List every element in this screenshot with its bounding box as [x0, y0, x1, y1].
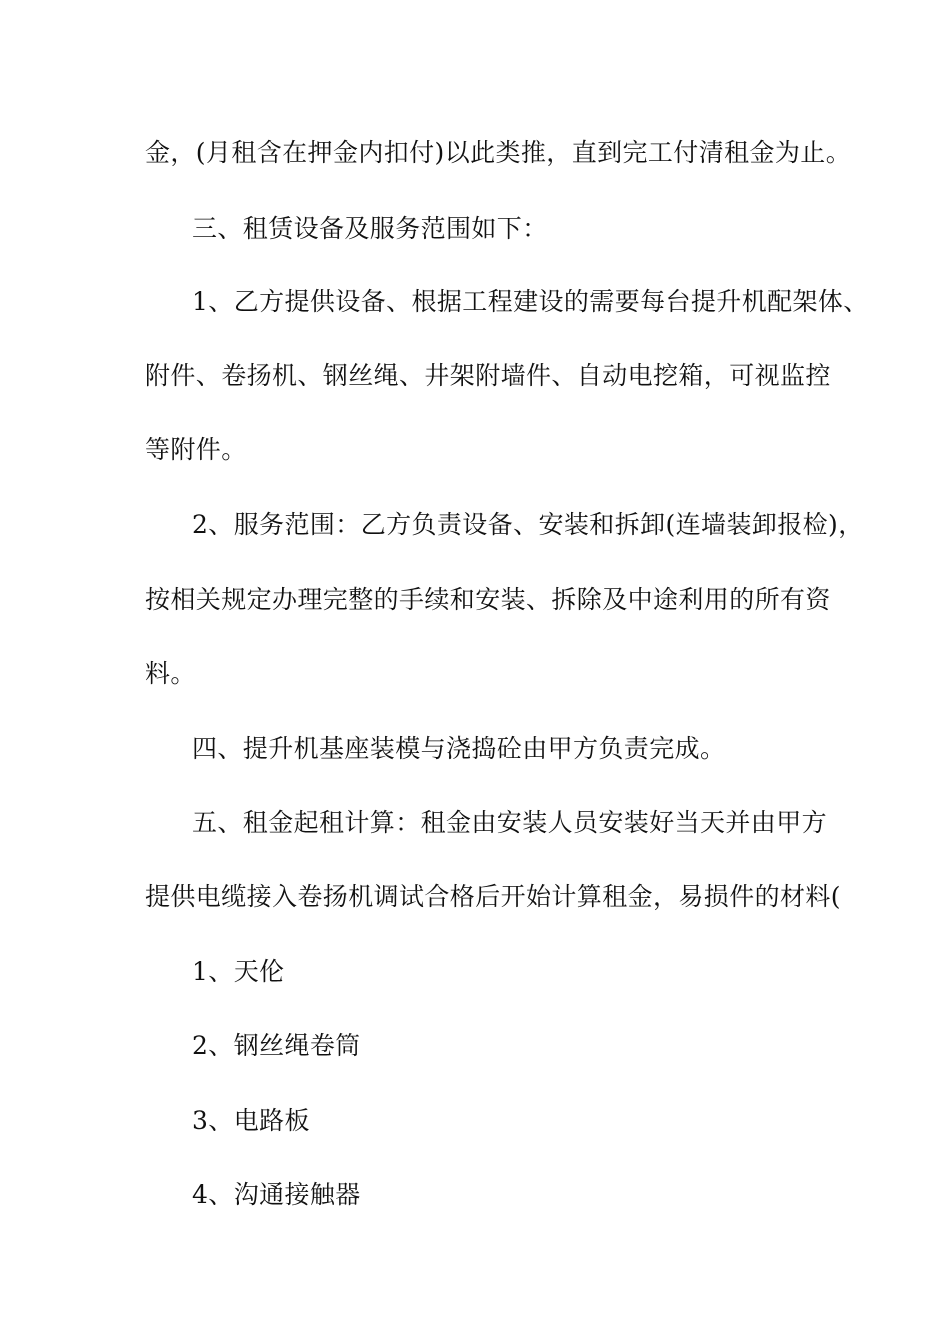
- clause-3-1-line-1: 1、乙方提供设备、根据工程建设的需要每台提升机配架体、: [192, 287, 869, 316]
- section-5-line-1: 五、租金起租计算：租金由安装人员安装好当天并由甲方: [192, 808, 828, 837]
- text-line-rent-continuation: 金，(月租含在押金内扣付)以此类推，直到完工付清租金为止。: [145, 138, 852, 167]
- clause-3-1-line-3: 等附件。: [145, 435, 247, 464]
- section-5-line-2: 提供电缆接入卷扬机调试合格后开始计算租金，易损件的材料(: [145, 882, 841, 911]
- list-item-3: 3、电路板: [192, 1106, 310, 1135]
- section-heading-4: 四、提升机基座装模与浇捣砼由甲方负责完成。: [192, 734, 726, 763]
- section-heading-3: 三、租赁设备及服务范围如下：: [192, 214, 548, 243]
- list-item-2: 2、钢丝绳卷筒: [192, 1031, 361, 1060]
- list-item-1: 1、天伦: [192, 957, 285, 986]
- clause-3-2-line-3: 料。: [145, 659, 196, 688]
- clause-3-2-line-2: 按相关规定办理完整的手续和安装、拆除及中途利用的所有资: [145, 585, 831, 614]
- list-item-4: 4、沟通接触器: [192, 1180, 361, 1209]
- clause-3-1-line-2: 附件、卷扬机、钢丝绳、井架附墙件、自动电挖箱，可视监控: [145, 361, 831, 390]
- clause-3-2-line-1: 2、服务范围：乙方负责设备、安装和拆卸(连墙装卸报检)，: [192, 510, 864, 539]
